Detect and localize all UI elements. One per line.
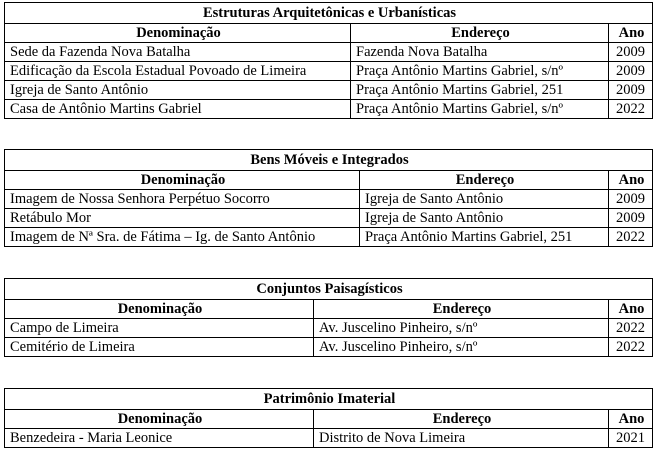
header-endereco: Endereço [314, 410, 609, 429]
table-bens-moveis [4, 149, 653, 247]
header-ano: Ano [609, 24, 653, 43]
cell-ano: 2009 [609, 62, 653, 81]
cell-ano: 2022 [609, 100, 653, 119]
table-title: Estruturas Arquitetônicas e Urbanísticas [5, 3, 653, 24]
cell-ano: 2009 [609, 43, 653, 62]
table-estruturas [4, 2, 653, 119]
cell-endereco: Praça Antônio Martins Gabriel, 251 [360, 228, 609, 247]
table-conjuntos-paisagisticos [4, 278, 653, 357]
cell-ano: 2022 [609, 338, 653, 357]
cell-ano: 2022 [609, 228, 653, 247]
cell-endereco: Distrito de Nova Limeira [314, 429, 609, 448]
header-ano: Ano [609, 300, 653, 319]
table-row [5, 228, 653, 247]
cell-denominacao: Campo de Limeira [5, 319, 314, 338]
cell-ano: 2021 [609, 429, 653, 448]
cell-denominacao: Cemitério de Limeira [5, 338, 314, 357]
table-row [5, 190, 653, 209]
cell-denominacao: Imagem de Nª Sra. de Fátima – Ig. de Santo Antônio [5, 228, 360, 247]
cell-ano: 2009 [609, 81, 653, 100]
table-row [5, 100, 653, 119]
cell-denominacao: Imagem de Nossa Senhora Perpétuo Socorro [5, 190, 360, 209]
cell-endereco: Igreja de Santo Antônio [360, 209, 609, 228]
header-denominacao: Denominação [5, 171, 360, 190]
cell-endereco: Av. Juscelino Pinheiro, s/nº [314, 338, 609, 357]
table-row [5, 338, 653, 357]
cell-endereco: Fazenda Nova Batalha [351, 43, 609, 62]
cell-endereco: Praça Antônio Martins Gabriel, s/nº [351, 62, 609, 81]
header-denominacao: Denominação [5, 24, 351, 43]
cell-denominacao: Benzedeira - Maria Leonice [5, 429, 314, 448]
header-endereco: Endereço [351, 24, 609, 43]
table-title: Conjuntos Paisagísticos [5, 279, 653, 300]
table-row [5, 43, 653, 62]
header-ano: Ano [609, 171, 653, 190]
cell-denominacao: Casa de Antônio Martins Gabriel [5, 100, 351, 119]
cell-ano: 2009 [609, 190, 653, 209]
table-row [5, 62, 653, 81]
header-ano: Ano [609, 410, 653, 429]
cell-denominacao: Edificação da Escola Estadual Povoado de Limeira [5, 62, 351, 81]
table-row [5, 429, 653, 448]
table-title: Bens Móveis e Integrados [5, 150, 653, 171]
table-patrimonio-imaterial [4, 388, 653, 448]
header-endereco: Endereço [360, 171, 609, 190]
cell-endereco: Praça Antônio Martins Gabriel, s/nº [351, 100, 609, 119]
table-row [5, 209, 653, 228]
cell-ano: 2009 [609, 209, 653, 228]
cell-denominacao: Sede da Fazenda Nova Batalha [5, 43, 351, 62]
header-denominacao: Denominação [5, 410, 314, 429]
table-row [5, 81, 653, 100]
table-title: Patrimônio Imaterial [5, 389, 653, 410]
header-endereco: Endereço [314, 300, 609, 319]
cell-endereco: Praça Antônio Martins Gabriel, 251 [351, 81, 609, 100]
cell-endereco: Av. Juscelino Pinheiro, s/nº [314, 319, 609, 338]
cell-ano: 2022 [609, 319, 653, 338]
cell-denominacao: Igreja de Santo Antônio [5, 81, 351, 100]
header-denominacao: Denominação [5, 300, 314, 319]
table-row [5, 319, 653, 338]
cell-denominacao: Retábulo Mor [5, 209, 360, 228]
cell-endereco: Igreja de Santo Antônio [360, 190, 609, 209]
